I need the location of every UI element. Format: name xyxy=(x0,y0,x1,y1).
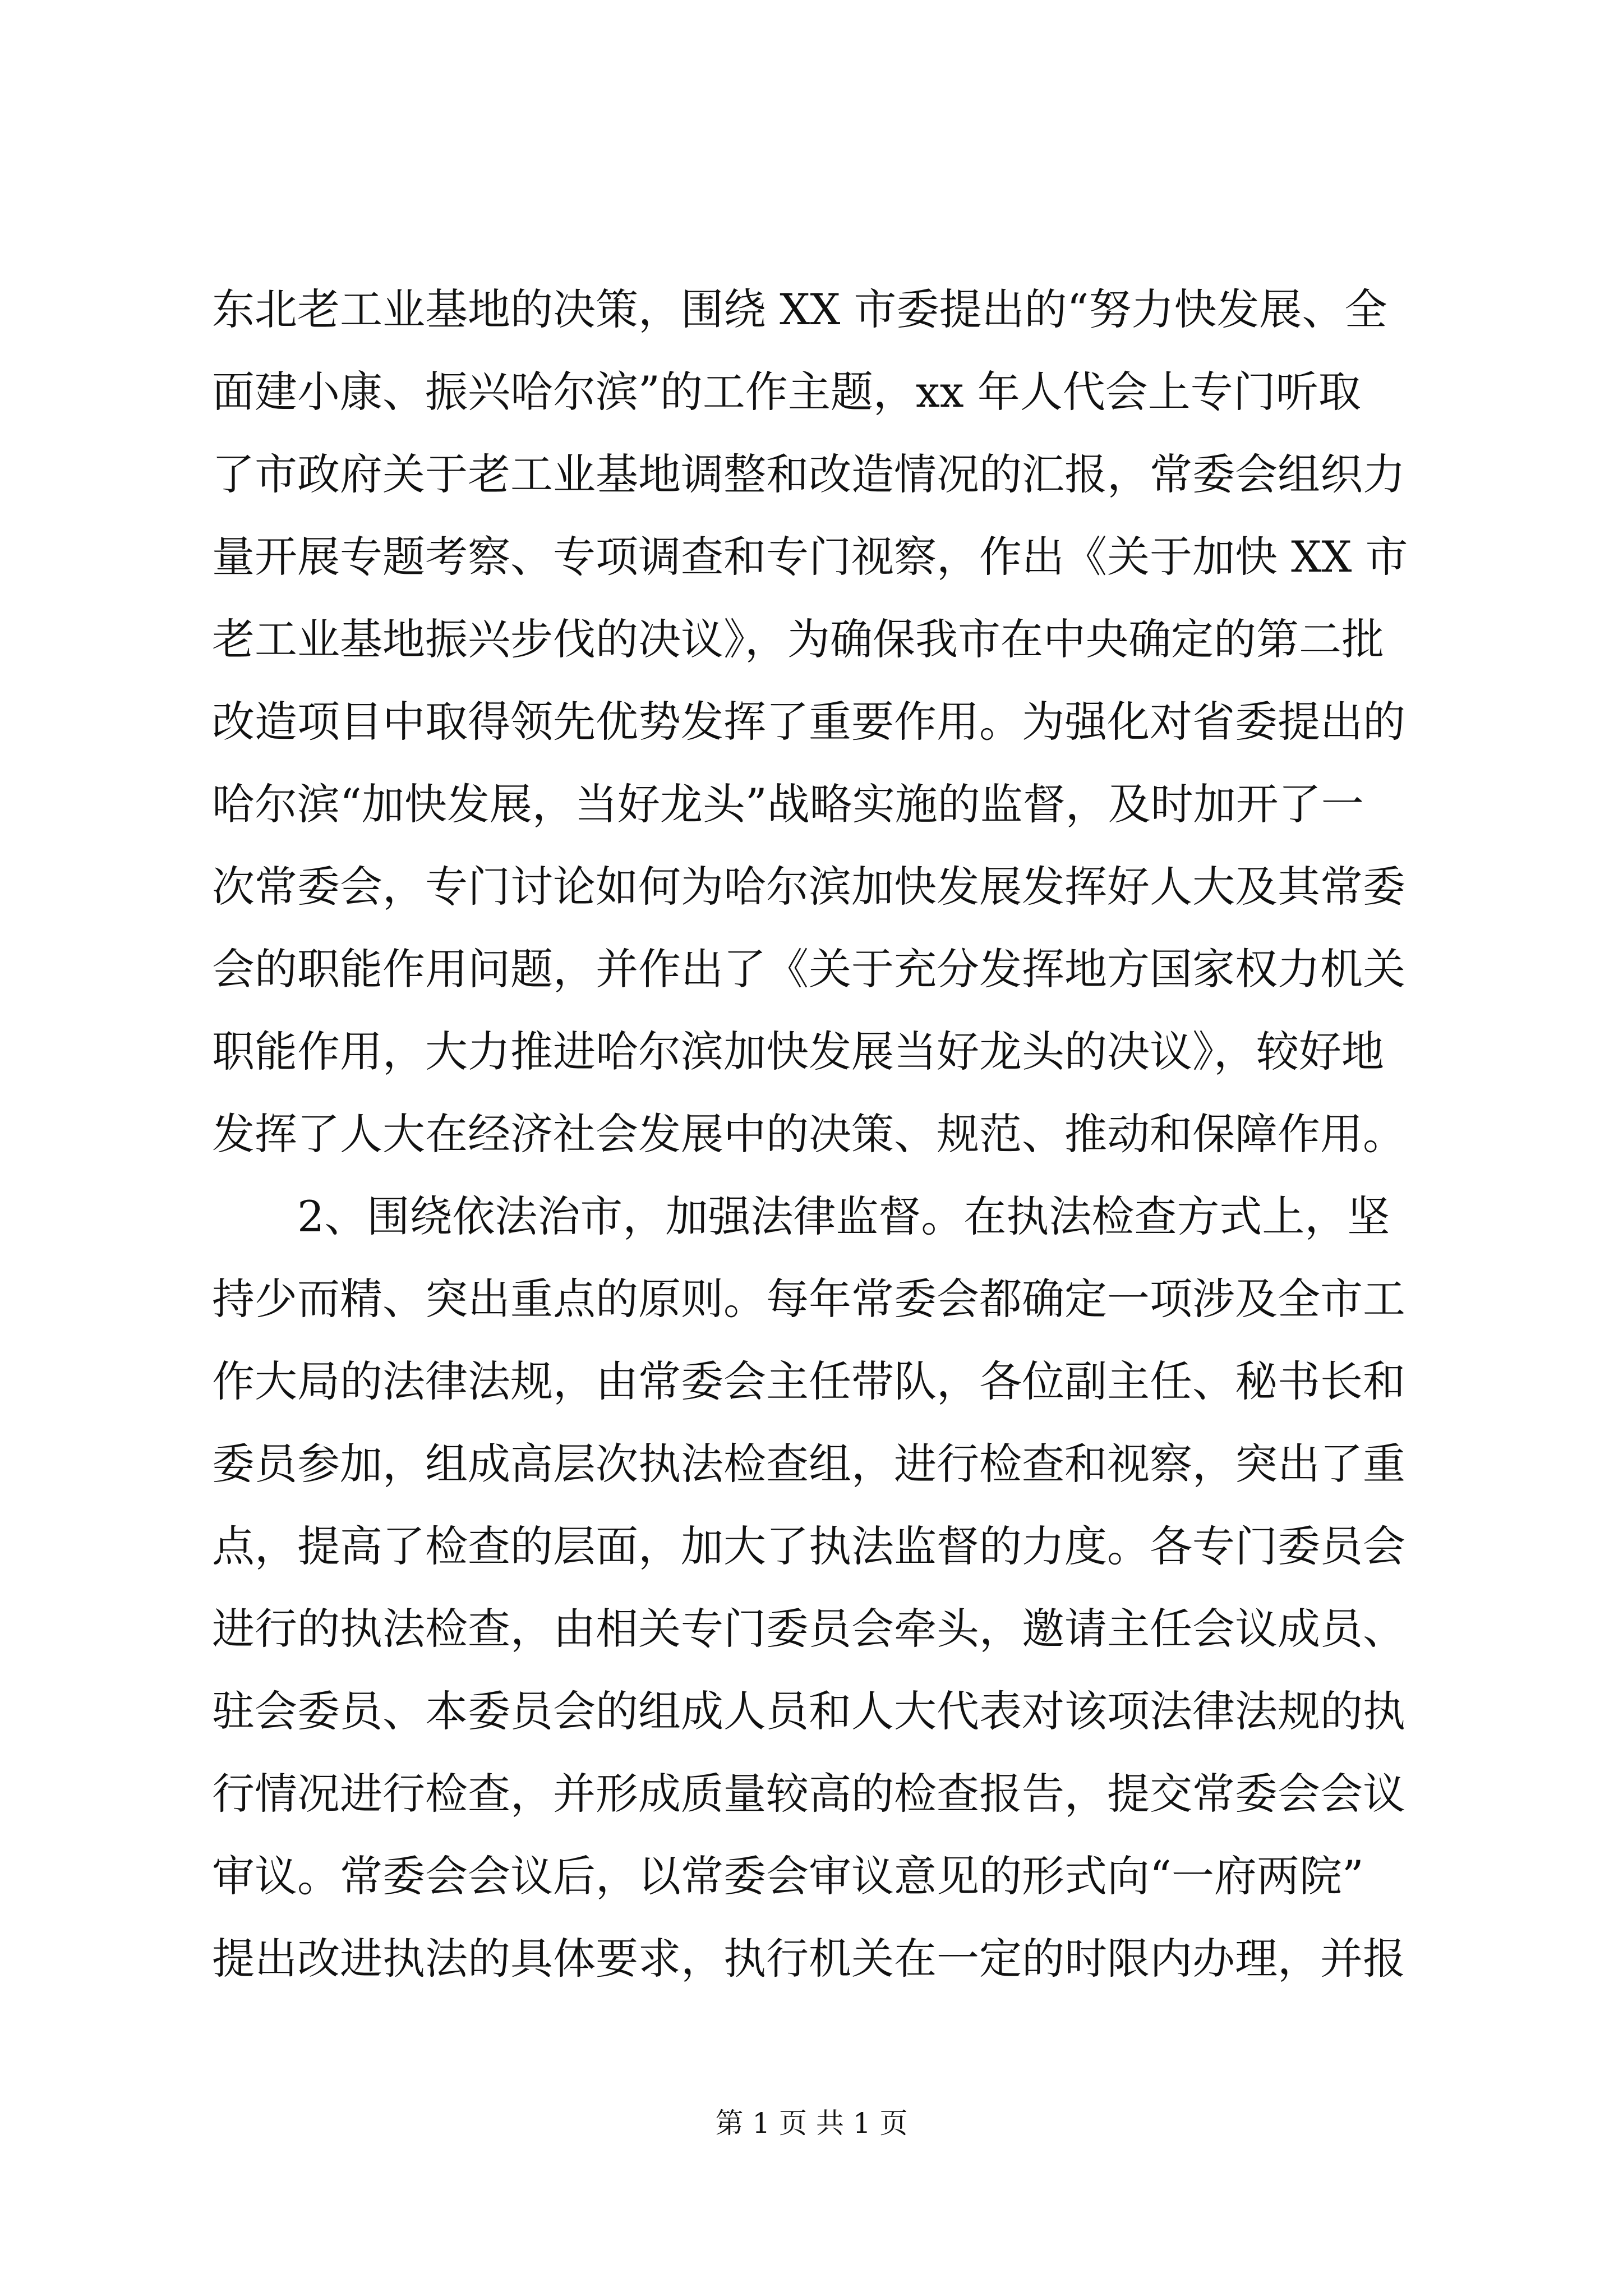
text-line: 改造项目中取得领先优势发挥了重要作用。为强化对省委提出的 xyxy=(212,697,1405,747)
text-line: 持少而精、突出重点的原则。每年常委会都确定一项涉及全市工 xyxy=(212,1274,1405,1324)
text-line: 发挥了人大在经济社会发展中的决策、规范、推动和保障作用。 xyxy=(212,1109,1405,1159)
text-line: 提出改进执法的具体要求，执行机关在一定的时限内办理，并报 xyxy=(212,1934,1405,1984)
text-line: 作大局的法律法规，由常委会主任带队，各位副主任、秘书长和 xyxy=(212,1356,1405,1406)
text-line: 量开展专题考察、专项调查和专门视察，作出《关于加快 XX 市 xyxy=(212,532,1408,582)
text-line: 哈尔滨“加快发展，当好龙头”战略实施的监督，及时加开了一 xyxy=(212,779,1364,829)
text-line: 进行的执法检查，由相关专门委员会牵头，邀请主任会议成员、 xyxy=(212,1604,1405,1654)
text-line: 点，提高了检查的层面，加大了执法监督的力度。各专门委员会 xyxy=(212,1521,1405,1571)
text-line: 东北老工业基地的决策，围绕 XX 市委提出的“努力快发展、全 xyxy=(212,284,1387,334)
text-line: 委员参加，组成高层次执法检查组，进行检查和视察，突出了重 xyxy=(212,1439,1405,1489)
text-line: 老工业基地振兴步伐的决议》，为确保我市在中央确定的第二批 xyxy=(212,614,1384,664)
text-line: 次常委会，专门讨论如何为哈尔滨加快发展发挥好人大及其常委 xyxy=(212,862,1405,912)
text-line: 面建小康、振兴哈尔滨”的工作主题，xx 年人代会上专门听取 xyxy=(212,367,1361,417)
text-line: 驻会委员、本委员会的组成人员和人大代表对该项法律法规的执 xyxy=(212,1686,1405,1736)
text-line: 审议。常委会会议后，以常委会审议意见的形式向“一府两院” xyxy=(212,1851,1364,1901)
text-line: 职能作用，大力推进哈尔滨加快发展当好龙头的决议》，较好地 xyxy=(212,1027,1384,1076)
body-text xyxy=(212,265,1426,1996)
text-line: 2、围绕依法治市，加强法律监督。在执法检查方式上，坚 xyxy=(212,1191,1390,1241)
page-number-footer: 第 1 页 共 1 页 xyxy=(715,2107,908,2139)
text-line: 会的职能作用问题，并作出了《关于充分发挥地方国家权力机关 xyxy=(212,944,1405,994)
text-line: 行情况进行检查，并形成质量较高的检查报告，提交常委会会议 xyxy=(212,1769,1405,1819)
text-line: 了市政府关于老工业基地调整和改造情况的汇报，常委会组织力 xyxy=(212,449,1405,499)
